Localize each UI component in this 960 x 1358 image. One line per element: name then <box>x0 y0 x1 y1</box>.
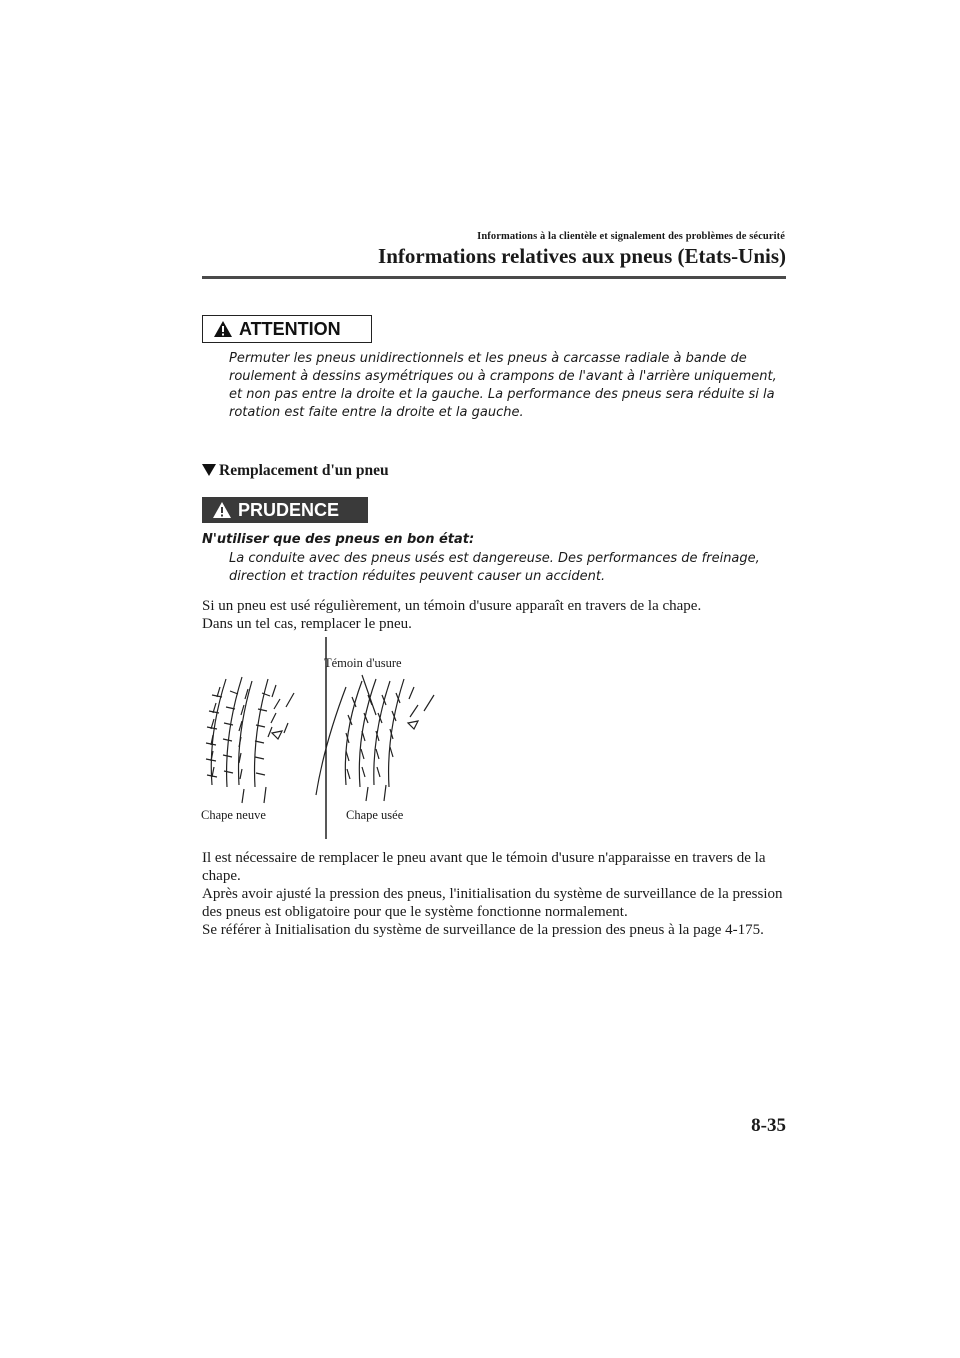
attention-text: Permuter les pneus unidirectionnels et les pneus à carcasse radiale à bande de roulement à dessins asymétriques ou à crampons de l'avant à l'arrière uniquement, et non pas entre la droite et la gauche. La performance des pneus sera réduite si la rotation est faite entre la droite et la gauche. <box>229 351 777 420</box>
paragraph-line: Après avoir ajusté la pression des pneus, l'initialisation du système de surveillance de la pression des pneus est obligatoire pour que le système fonctionne normalement. <box>202 886 783 920</box>
paragraph-line: Se référer à Initialisation du système de surveillance de la pression des pneus à la page 4-175. <box>202 922 764 938</box>
paragraph-line: Dans un tel cas, remplacer le pneu. <box>202 616 412 632</box>
attention-label-text: ATTENTION <box>239 318 341 339</box>
prudence-heading: N'utiliser que des pneus en bon état: <box>202 532 475 547</box>
section-heading-text: Remplacement d'un pneu <box>219 462 389 479</box>
chapter-subtitle: Informations à la clientèle et signalement des problèmes de sécurité <box>477 231 785 242</box>
paragraph-replacement <box>202 849 802 939</box>
tread-wear-figure <box>196 635 436 841</box>
attention-label <box>202 315 372 343</box>
new-tread-drawing <box>206 677 294 803</box>
new-tread-label: Chape neuve <box>201 808 266 822</box>
paragraph-line: Si un pneu est usé régulièrement, un témoin d'usure apparaît en travers de la chape. <box>202 598 702 614</box>
prudence-text: La conduite avec des pneus usés est dangereuse. Des performances de freinage, direction et traction réduites peuvent causer un accident. <box>229 551 760 584</box>
prudence-label <box>202 497 368 523</box>
warning-triangle-icon <box>212 501 232 519</box>
wear-indicator-label: Témoin d'usure <box>324 656 402 670</box>
paragraph-line: Il est nécessaire de remplacer le pneu avant que le témoin d'usure n'apparaisse en travers de la chape. <box>202 850 766 884</box>
section-marker-icon <box>202 464 216 476</box>
prudence-label-text: PRUDENCE <box>238 499 340 520</box>
section-heading <box>202 462 389 480</box>
header-divider <box>202 276 786 279</box>
worn-tread-drawing <box>316 675 434 801</box>
page-number: 8-35 <box>751 1115 786 1136</box>
paragraph-wear-indicator <box>202 597 802 633</box>
worn-tread-label: Chape usée <box>346 808 404 822</box>
warning-triangle-icon <box>213 320 233 338</box>
section-title: Informations relatives aux pneus (Etats-Unis) <box>378 244 786 268</box>
